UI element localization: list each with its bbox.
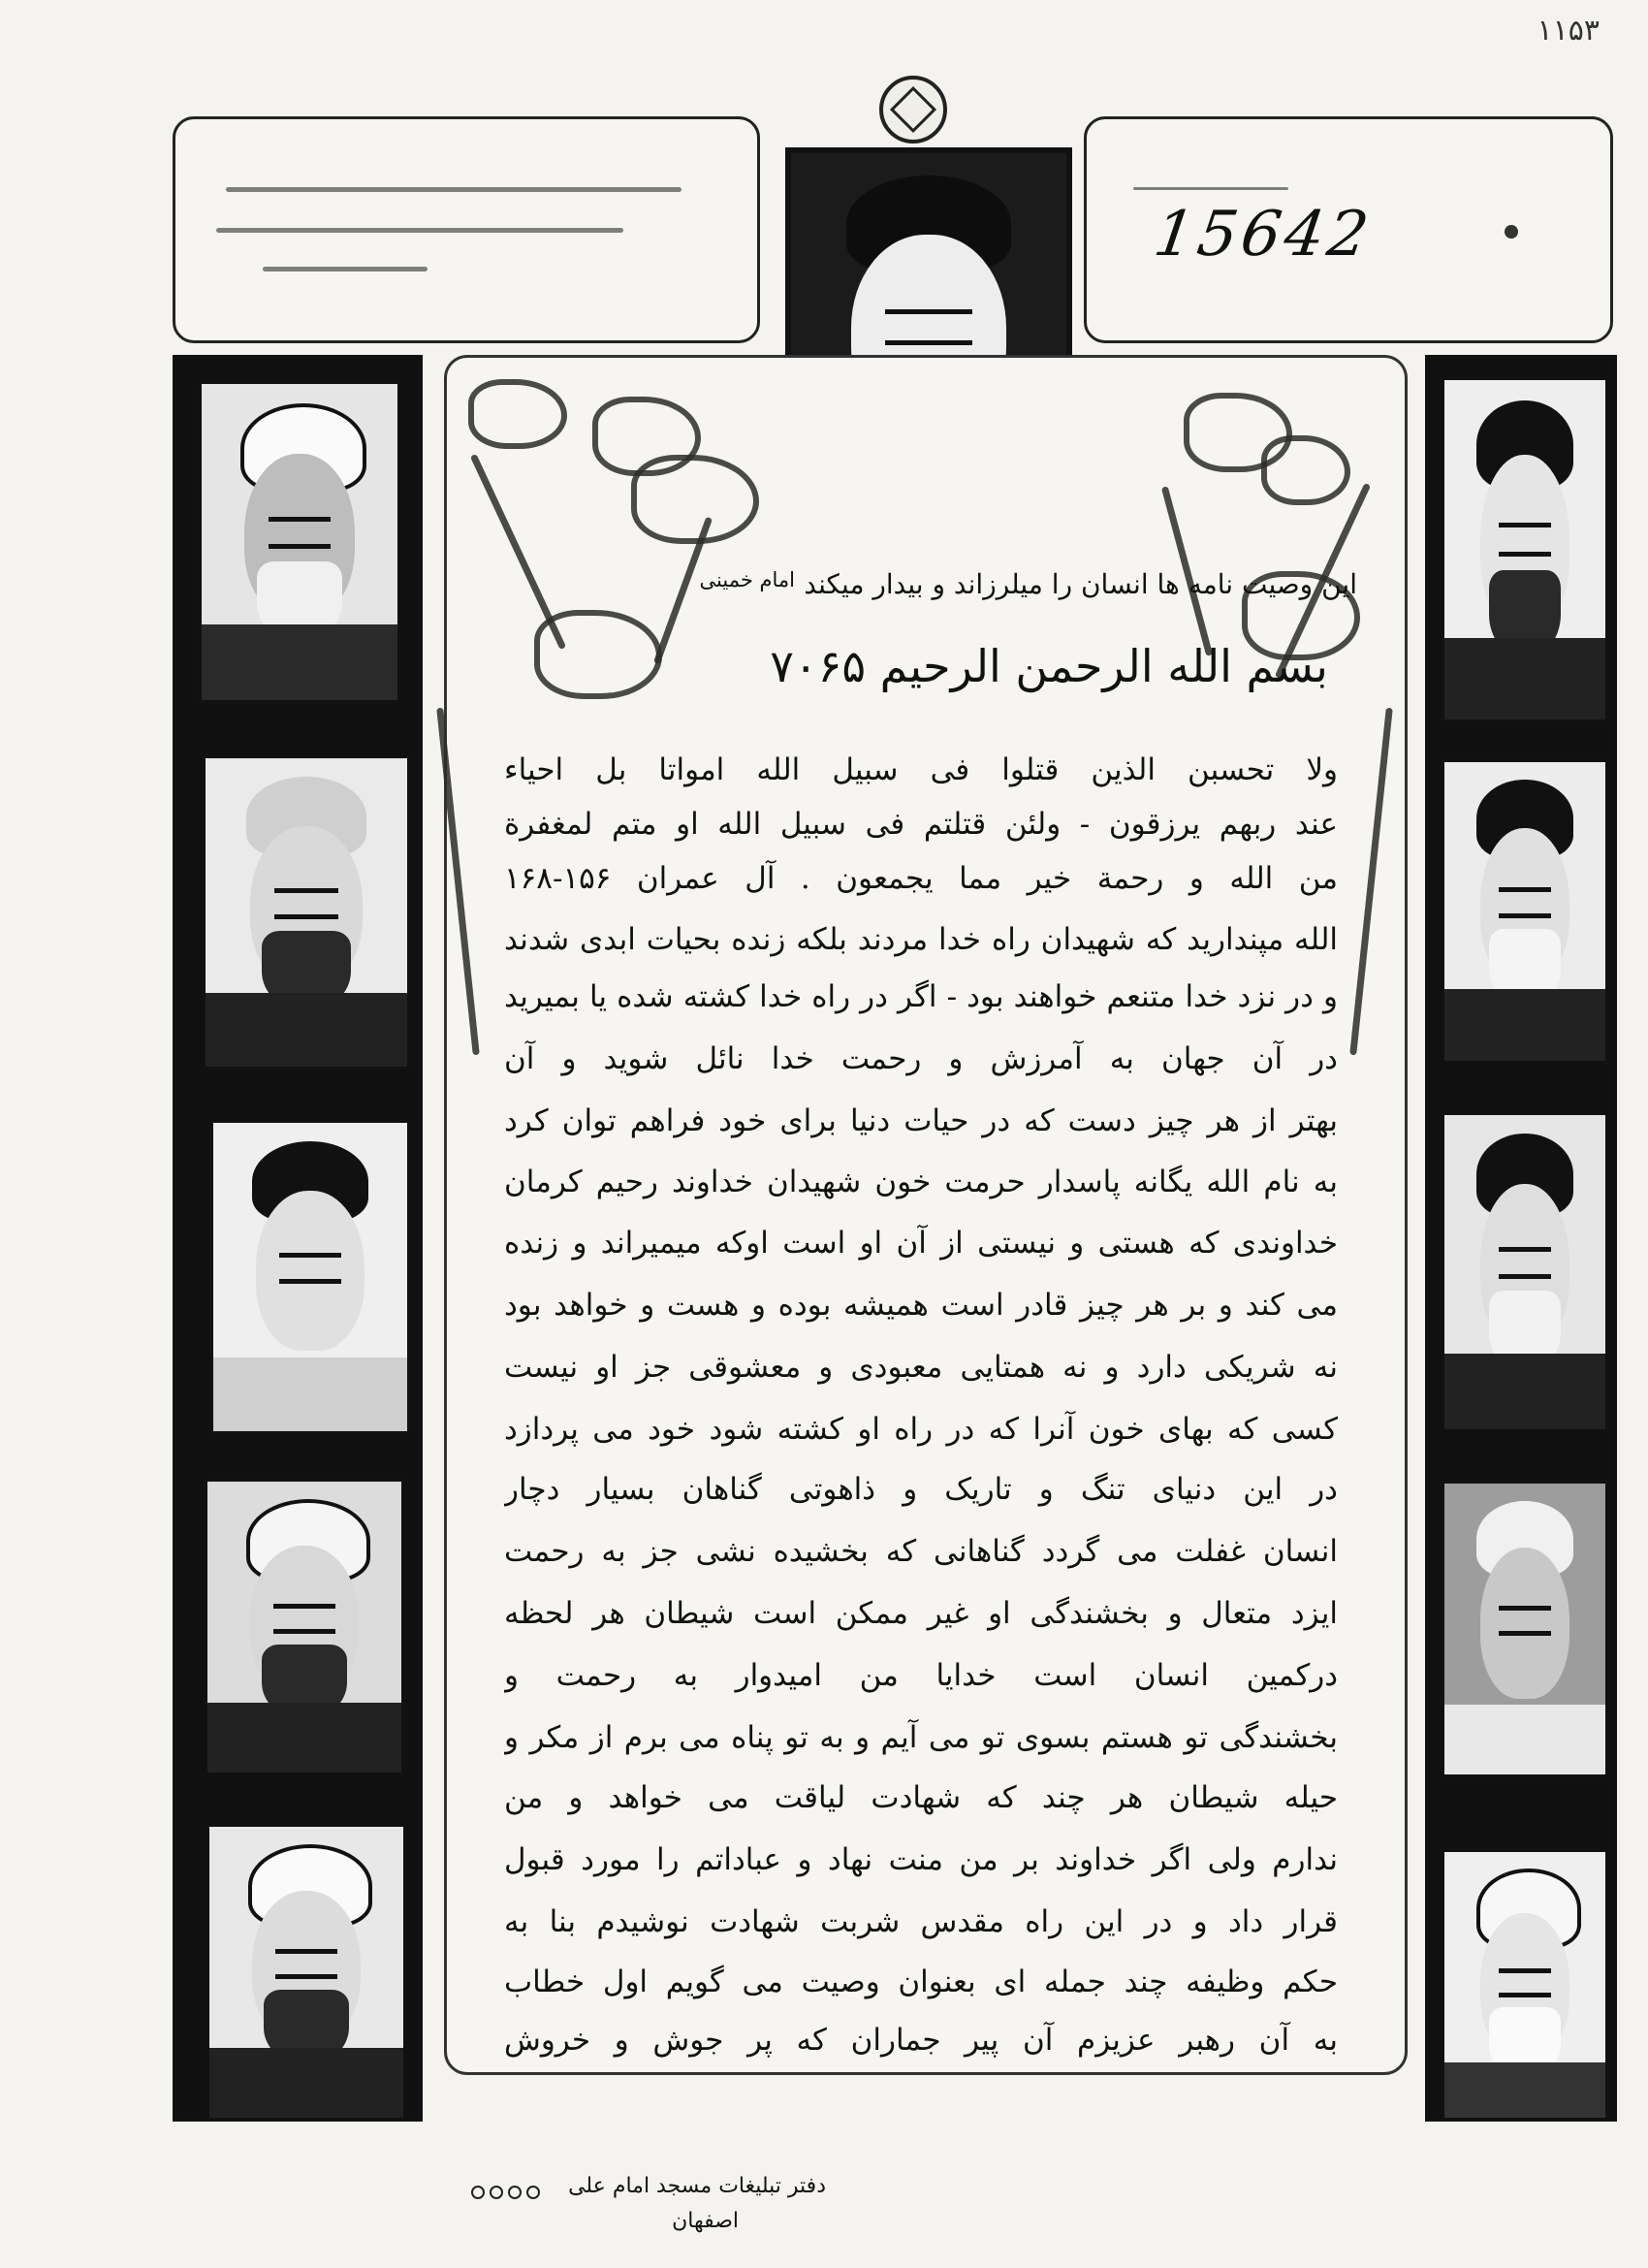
eyes-shape [885,309,973,345]
header-scribble [263,267,428,272]
portrait-right-5 [1441,1848,1609,2122]
floral-stem [1349,708,1393,1056]
letter-line: الله مپندارید که شهیدان راه خدا مردند بلکه زنده بحیات ابدی شدند [504,922,1338,957]
portrait-right-1 [1441,376,1609,723]
portrait-left-5 [206,1823,407,2122]
letter-line: به آن رهبر عزیزم آن پیر جماران که پر جوش و خروش [504,2023,1338,2058]
portrait-left-4 [204,1478,405,1776]
motto-text: این وصیت نامه ها انسان را میلرزاند و بیدار میکند [804,568,1357,600]
floral-ornament [1261,435,1350,505]
header-left-box [173,116,760,343]
archive-stamp-number: 15642 [1149,199,1377,271]
letter-line: بخشندگی تو هستم بسوی تو می آیم و به تو پناه می برم از مکر و [504,1720,1338,1755]
floral-ornament [631,455,759,544]
letter-line: خداوندی که هستی و نیستی از آن او است اوکه میمیراند و زنده [504,1226,1338,1261]
letter-line: عند ربهم یرزقون - ولئن قتلتم فی سبیل الله او متم لمغفرة [504,807,1338,842]
letter-line: ولا تحسبن الذین قتلوا فی سبیل الله امواتا بل احیاء [504,752,1338,787]
page-number: ۱۱۵۳ [1537,14,1600,48]
motto-signature: امام خمینی [699,568,795,591]
letter-line: حیله شیطان هر چند که شهادت لیاقت می خواهد و من [504,1780,1338,1815]
footer-line-1: دفتر تبلیغات مسجد امام علی [568,2174,826,2198]
floral-stem [470,454,566,650]
letter-line: انسان غفلت می گردد گناهانی که بخشیده نشی جز به رحمت [504,1534,1338,1569]
bismillah-heading: بسم الله الرحمن الرحیم ۷۰۶۵ [770,640,1328,692]
letter-line: ندارم ولی اگر خداوند بر من منت نهاد و عباداتم را مورد قبول [504,1842,1338,1877]
portrait-right-2 [1441,758,1609,1065]
portrait-right-3 [1441,1111,1609,1433]
letter-line: در آن جهان به آمرزش و رحمت خدا نائل شوید و آن [504,1041,1338,1076]
header-scribble [216,228,623,233]
letter-line: و در نزد خدا متنعم خواهند بود - اگر در راه خدا کشته شده یا بمیرید [504,979,1338,1014]
letter-line: حکم وظیفه چند جمله ای بعنوان وصیت می گویم اول خطاب [504,1965,1338,1999]
left-portrait-column [173,355,423,2122]
portrait-right-4 [1441,1480,1609,1778]
letter-line: به نام الله یگانه پاسدار حرمت خون شهیدان خداوند رحیم کرمان [504,1165,1338,1199]
letter-line: کسی که بهای خون آنرا که در راه او کشته شود خود می پردازد [504,1412,1338,1447]
header-rule [1133,187,1288,190]
letter-line: من الله و رحمة خیر مما یجمعون . آل عمران ۱۵۶-۱۶۸ [504,861,1338,896]
letter-line: درکمین انسان است خدایا من امیدوار به رحمت و [504,1658,1338,1693]
letter-body [504,747,1338,2114]
letter-line: نه شریکی دارد و نه همتایی معبودی و معشوقی جز او نیست [504,1350,1338,1385]
floral-stem [436,708,480,1056]
punch-mark [1505,225,1518,239]
portrait-left-1 [198,380,401,704]
emblem-seal-icon [879,76,947,144]
letter-line: می کند و بر هر چیز قادر است همیشه بوده و هست و خواهد بود [504,1288,1338,1323]
floral-ornament [468,379,567,449]
portrait-left-2 [202,754,411,1070]
footer-line-2: اصفهان [672,2209,739,2233]
right-portrait-column [1425,355,1617,2122]
letter-line: در این دنیای تنگ و تاریک و ذاهوتی گناهان بسیار دچار [504,1472,1338,1507]
footer-dots-icon [471,2186,541,2213]
header-scribble [226,187,681,192]
portrait-left-3 [209,1119,411,1435]
letter-line: ایزد متعال و بخشندگی او غیر ممکن است شیطان هر لحظه [504,1596,1338,1631]
letter-line: قرار داد و در این راه مقدس شربت شهادت نوشیدم بنا به [504,1904,1338,1939]
letter-line: بهتر از هر چیز دست که در حیات دنیا برای خود فراهم توان کرد [504,1103,1338,1138]
